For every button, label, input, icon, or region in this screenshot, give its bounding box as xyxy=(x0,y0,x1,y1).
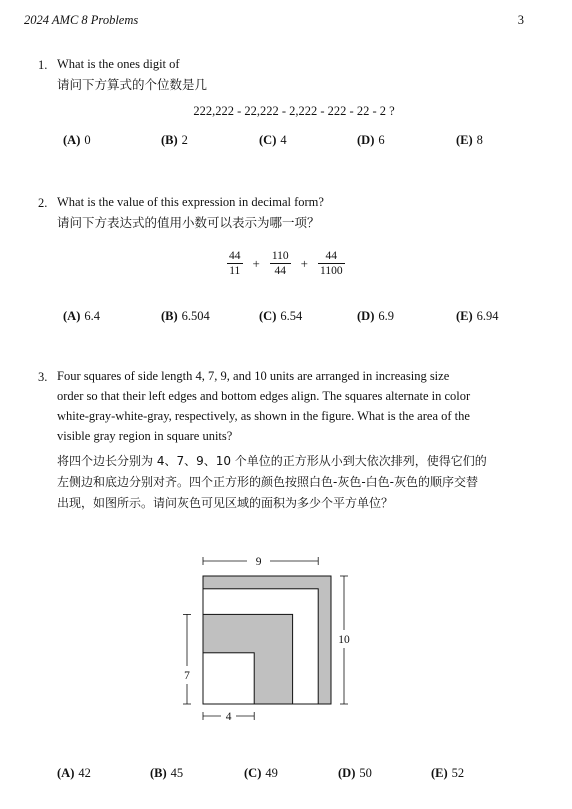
choice-value: 6.54 xyxy=(280,309,303,323)
text-line: visible gray region in square units? xyxy=(57,429,233,443)
dimension-label-left: 7 xyxy=(184,670,190,682)
page-header-title: 2024 AMC 8 Problems xyxy=(24,13,139,27)
fraction xyxy=(318,250,345,277)
choice-value: 6.4 xyxy=(84,309,100,323)
problem-text-en: What is the ones digit of xyxy=(57,57,180,71)
denominator: 1100 xyxy=(320,265,343,277)
problem-text-cn: 请问下方算式的个位数是几 xyxy=(57,77,208,92)
choice-value: 50 xyxy=(359,766,372,780)
choice-label: (E) xyxy=(456,133,473,147)
choice-c[interactable] xyxy=(244,766,278,781)
choice-value: 6.504 xyxy=(181,309,210,323)
problem-number: 2. xyxy=(38,196,48,210)
plus-sign: + xyxy=(300,255,309,271)
choice-value: 49 xyxy=(265,766,278,780)
text-line: order so that their left edges and bottom edges align. The squares alternate in color xyxy=(57,389,471,403)
choice-a[interactable] xyxy=(63,133,91,148)
choice-e[interactable] xyxy=(456,309,499,324)
choice-value: 0 xyxy=(84,133,91,147)
text-line: 出现，如图所示。请问灰色可见区域的面积为多少个平方单位？ xyxy=(57,496,394,510)
problem-number: 1. xyxy=(38,58,48,72)
choice-label: (E) xyxy=(456,309,473,323)
choice-b[interactable] xyxy=(161,309,210,324)
choice-b[interactable] xyxy=(150,766,183,781)
problem-text-cn: 请问下方表达式的值用小数可以表示为哪一项？ xyxy=(57,215,320,230)
numerator: 110 xyxy=(271,250,289,262)
choice-c[interactable] xyxy=(259,309,302,324)
text-line: 左侧边和底边分别对齐。四个正方形的颜色按照白色-灰色-白色-灰色的顺序交替 xyxy=(57,475,478,489)
choice-label: (B) xyxy=(150,766,167,780)
denominator: 11 xyxy=(229,265,241,277)
choice-b[interactable] xyxy=(161,133,188,148)
squares-figure xyxy=(0,548,572,738)
dimension-label-right: 10 xyxy=(338,634,350,646)
text-line: 将四个边长分别为 4、7、9、10 个单位的正方形从小到大依次排列，使得它们的 xyxy=(57,454,487,468)
dimension-label-bottom: 4 xyxy=(225,711,232,723)
square-4-white xyxy=(203,653,254,704)
problem-text-en: What is the value of this expression in decimal form? xyxy=(57,195,324,209)
numerator: 44 xyxy=(229,250,241,262)
choice-value: 45 xyxy=(170,766,184,780)
choice-a[interactable] xyxy=(63,309,100,324)
choice-value: 52 xyxy=(451,766,465,780)
choice-label: (B) xyxy=(161,133,178,147)
choice-label: (D) xyxy=(357,133,375,147)
choice-d[interactable] xyxy=(338,766,372,781)
fraction xyxy=(227,250,243,277)
plus-sign: + xyxy=(252,255,260,271)
problem-text-en xyxy=(57,366,527,446)
denominator: 44 xyxy=(274,265,286,277)
choice-label: (C) xyxy=(259,133,277,147)
fraction-expression xyxy=(225,250,347,277)
page-number: 3 xyxy=(517,13,524,27)
choice-label: (A) xyxy=(57,766,75,780)
text-line: white-gray-white-gray, respectively, as shown in the figure. What is the area of the xyxy=(57,409,470,423)
choice-e[interactable] xyxy=(431,766,464,781)
fraction xyxy=(270,250,291,277)
choice-value: 8 xyxy=(476,133,483,147)
choice-e[interactable] xyxy=(456,133,483,148)
choice-value: 6 xyxy=(378,133,385,147)
choice-label: (D) xyxy=(338,766,356,780)
choice-a[interactable] xyxy=(57,766,91,781)
choice-label: (C) xyxy=(244,766,262,780)
choice-value: 4 xyxy=(280,133,287,147)
problem-text-cn xyxy=(57,451,487,514)
choice-c[interactable] xyxy=(259,133,287,148)
choice-label: (C) xyxy=(259,309,277,323)
choice-d[interactable] xyxy=(357,133,385,148)
problem-number: 3. xyxy=(38,370,48,384)
choice-label: (E) xyxy=(431,766,448,780)
numerator: 44 xyxy=(318,250,345,264)
choice-d[interactable] xyxy=(357,309,394,324)
dimension-label-top: 9 xyxy=(255,556,262,568)
choice-value: 6.9 xyxy=(378,309,394,323)
choice-label: (D) xyxy=(357,309,375,323)
expression: 222,222 - 22,222 - 2,222 - 222 - 22 - 2 ? xyxy=(193,104,395,118)
choice-label: (B) xyxy=(161,309,178,323)
choice-label: (A) xyxy=(63,133,81,147)
choice-value: 6.94 xyxy=(476,309,499,323)
choice-value: 2 xyxy=(181,133,188,147)
text-line: Four squares of side length 4, 7, 9, and 10 units are arranged in increasing size xyxy=(57,369,450,383)
choice-value: 42 xyxy=(78,766,91,780)
choice-label: (A) xyxy=(63,309,81,323)
